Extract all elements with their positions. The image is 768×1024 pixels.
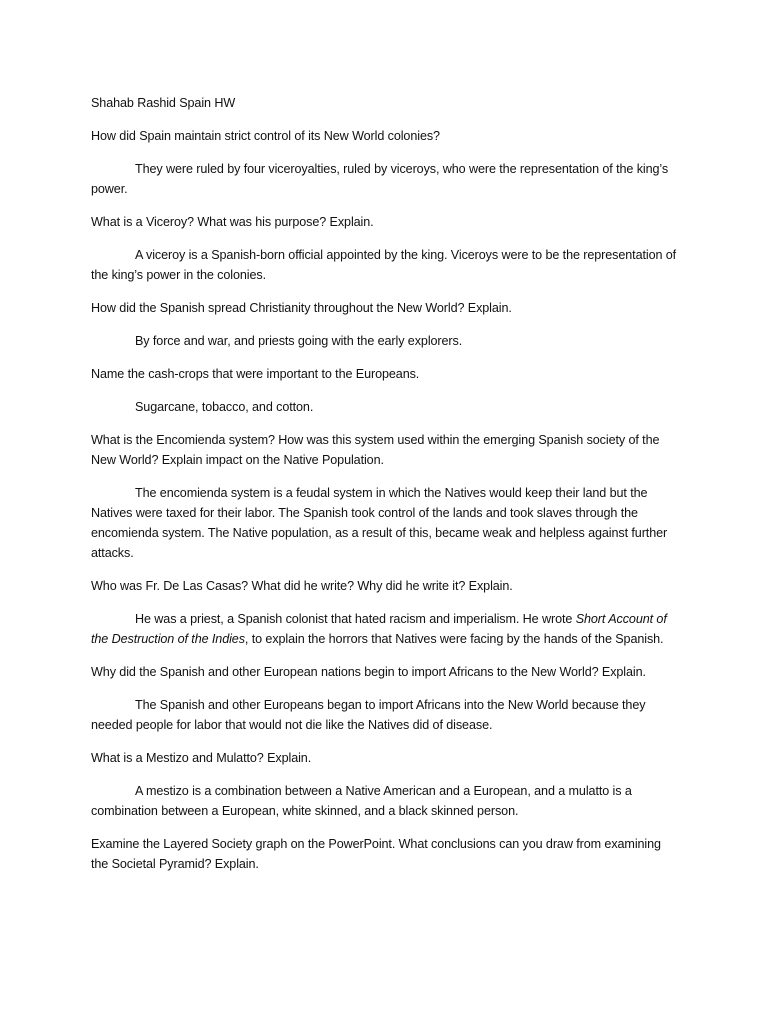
question-7: Why did the Spanish and other European nations begin to import Africans to the New World? Explain. (91, 665, 646, 679)
question-8: What is a Mestizo and Mulatto? Explain. (91, 751, 312, 765)
question-2: What is a Viceroy? What was his purpose? Explain. (91, 215, 374, 229)
answer-3: By force and war, and priests going with the early explorers. (135, 334, 463, 348)
question-1: How did Spain maintain strict control of its New World colonies? (91, 129, 440, 143)
answer-1: They were ruled by four viceroyalties, ruled by viceroys, who were the representation of the king’s power. (91, 162, 669, 196)
answer-2: A viceroy is a Spanish-born official appointed by the king. Viceroys were to be the representation of the king’s power in the colonies. (91, 248, 677, 282)
answer-6-text-after: , to explain the horrors that Natives were facing by the hands of the Spanish. (244, 632, 664, 646)
book-title: Short Account of the Destruction of the Indies (91, 612, 667, 646)
answer-6-text-before: He was a priest, a Spanish colonist that hated racism and imperialism. He wrote (135, 612, 576, 626)
question-4: Name the cash-crops that were important to the Europeans. (91, 367, 420, 381)
answer-5: The encomienda system is a feudal system in which the Natives would keep their land but the Natives were taxed for their labor. The Spanish took control of the lands and took slaves through the encomienda system. The Native population, as a result of this, became weak and helpless against further attacks. (91, 486, 668, 560)
answer-4: Sugarcane, tobacco, and cotton. (135, 400, 314, 414)
question-9: Examine the Layered Society graph on the PowerPoint. What conclusions can you draw from examining the Societal Pyramid? Explain. (91, 837, 661, 871)
question-5: What is the Encomienda system? How was this system used within the emerging Spanish society of the New World? Explain impact on the Native Population. (91, 433, 660, 467)
answer-7: The Spanish and other Europeans began to import Africans into the New World because they needed people for labor that would not die like the Natives did of disease. (91, 698, 646, 732)
document-title: Shahab Rashid Spain HW (91, 96, 236, 110)
answer-8: A mestizo is a combination between a Native American and a European, and a mulatto is a combination between a European, white skinned, and a black skinned person. (91, 784, 632, 818)
answer-6 (91, 609, 680, 649)
question-6: Who was Fr. De Las Casas? What did he write? Why did he write it? Explain. (91, 579, 513, 593)
question-3: How did the Spanish spread Christianity throughout the New World? Explain. (91, 301, 512, 315)
